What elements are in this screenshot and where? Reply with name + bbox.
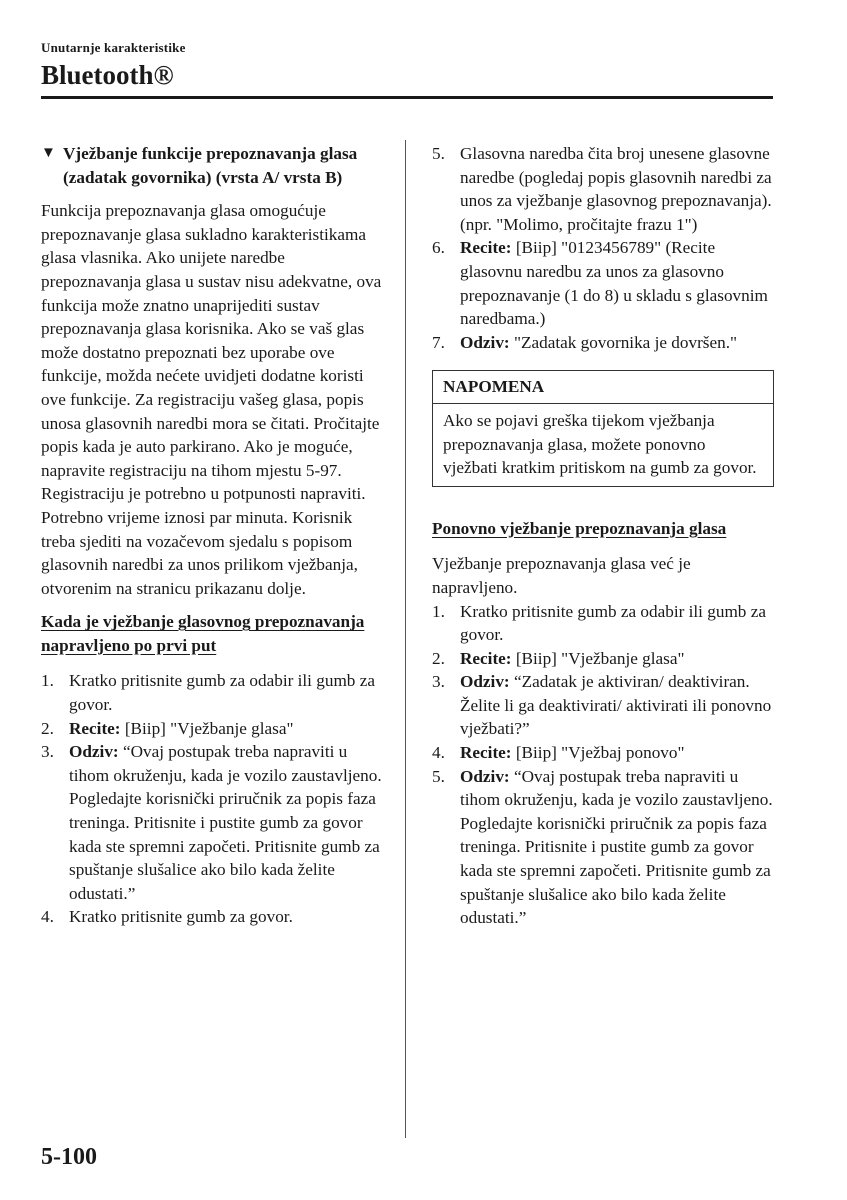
page-title: Bluetooth® [41, 60, 174, 90]
step-number: 4. [41, 907, 54, 927]
page-number: 5-100 [41, 1144, 97, 1170]
list-item [432, 765, 774, 930]
subheading-text: Vježbanje funkcije prepoznavanja glasa (zadatak govornika) (vrsta A/ vrsta B) [63, 144, 358, 187]
step-text: Kratko pritisnite gumb za odabir ili gumb za govor. [460, 601, 766, 645]
keyword: Recite: [460, 743, 512, 763]
continued-steps [432, 142, 774, 354]
list-item [432, 142, 774, 236]
step-number: 1. [432, 601, 445, 621]
header-rule [41, 96, 773, 99]
triangle-down-icon: ▼ [41, 145, 56, 161]
step-number: 3. [41, 742, 54, 762]
step-text: Recite: [Biip] "Vježbanje glasa" [460, 648, 685, 668]
step-text: Kratko pritisnite gumb za odabir ili gumb za govor. [69, 671, 375, 715]
list-item [41, 669, 389, 716]
column-divider [405, 140, 406, 1138]
step-number: 3. [432, 672, 445, 692]
step-text: Recite: [Biip] "Vježbaj ponovo" [460, 743, 685, 763]
subheading [41, 142, 389, 189]
note-box [432, 370, 774, 486]
step-number: 7. [432, 332, 445, 352]
list-item [432, 600, 774, 647]
first-time-steps [41, 669, 389, 929]
first-time-heading: Kada je vježbanje glasovnog prepoznavanja napravljeno po prvi put [41, 612, 365, 655]
keyword: Odziv: [69, 742, 119, 762]
list-item [432, 331, 774, 355]
keyword: Odziv: [460, 332, 510, 352]
retrain-heading: Ponovno vježbanje prepoznavanja glasa [432, 518, 727, 538]
step-text: Odziv: “Zadatak je aktiviran/ deaktiviran. Želite li ga deaktivirati/ aktivirati ili ponovno vježbati?” [460, 672, 772, 739]
step-text: Glasovna naredba čita broj unesene glasovne naredbe (pogledaj popis glasovnih naredbi za unos za vježbanje glasovnog prepoznavanja). (npr. "Molimo, pročitajte frazu 1") [460, 144, 772, 234]
keyword: Odziv: [460, 766, 510, 786]
list-item [432, 647, 774, 671]
step-text: Recite: [Biip] "Vježbanje glasa" [69, 718, 294, 738]
list-item [41, 905, 389, 929]
retrain-steps [432, 600, 774, 930]
step-text: Kratko pritisnite gumb za govor. [69, 907, 293, 927]
keyword: Recite: [69, 718, 121, 738]
step-number: 1. [41, 671, 54, 691]
step-text: Odziv: "Zadatak govornika je dovršen." [460, 332, 738, 352]
step-number: 2. [432, 648, 445, 668]
intro-paragraph: Funkcija prepoznavanja glasa omogućuje prepoznavanje glasa sukladno karakteristikama glasa vlasnika. Ako unijete naredbe prepoznavanja glasa u sustav nisu adekvatne, ova funkcija može znatno unaprijediti sustav prepoznavanja glasa korisnika. Ako se vaš glas može dostatno prepoznati bez uporabe ove funkcije, možda nećete uvidjeti dodatne koristi ove funkcije. Za registraciju vašeg glasa, popis unosa glasovnih naredbi mora se čitati. Pročitajte popis kada je auto parkirano. Ako je moguće, napravite registraciju na tihom mjestu 5-97. Registraciju je potrebno u potpunosti napraviti. Potrebno vrijeme iznosi par minuta. Korisnik treba sjediti na vozačevom sjedalu s popisom glasovnih naredbi za unos prilikom vježbanja, otvorenim na stranicu prikazanu dolje. [41, 201, 382, 598]
step-text: Odziv: “Ovaj postupak treba napraviti u tihom okruženju, kada je vozilo zaustavljeno. Pogledajte korisnički priručnik za popis faza treninga. Pritisnite i pustite gumb za govor kada ste spremni započeti. Pritisnite gumb za spuštanje slušalice ako bilo kada želite odustati.” [460, 766, 773, 928]
list-item [432, 236, 774, 330]
keyword: Recite: [460, 238, 512, 258]
retrain-intro: Vježbanje prepoznavanja glasa već je napravljeno. [432, 554, 691, 597]
list-item [432, 670, 774, 741]
step-number: 6. [432, 238, 445, 258]
step-number: 2. [41, 718, 54, 738]
step-number: 5. [432, 766, 445, 786]
right-column [432, 142, 774, 930]
step-text: Odziv: “Ovaj postupak treba napraviti u tihom okruženju, kada je vozilo zaustavljeno. Pogledajte korisnički priručnik za popis faza treninga. Pritisnite i pustite gumb za govor kada ste spremni započeti. Pritisnite gumb za spuštanje slušalice ako bilo kada želite odustati.” [69, 742, 382, 903]
note-text: Ako se pojavi greška tijekom vježbanja prepoznavanja glasa, možete ponovno vježbati kratkim pritiskom na gumb za govor. [443, 410, 757, 478]
section-label: Unutarnje karakteristike [41, 40, 186, 55]
list-item [41, 740, 389, 905]
list-item [432, 741, 774, 765]
step-number: 5. [432, 144, 445, 163]
keyword: Odziv: [460, 672, 510, 692]
step-text: Recite: [Biip] "0123456789" (Recite glasovnu naredbu za unos za glasovno prepoznavanje (1 do 8) u skladu s glasovnim naredbama.) [460, 238, 768, 329]
list-item [41, 717, 389, 741]
page-header [41, 40, 773, 90]
step-number: 4. [432, 743, 445, 763]
left-column [41, 142, 389, 929]
keyword: Recite: [460, 648, 512, 668]
note-title: NAPOMENA [433, 371, 773, 404]
